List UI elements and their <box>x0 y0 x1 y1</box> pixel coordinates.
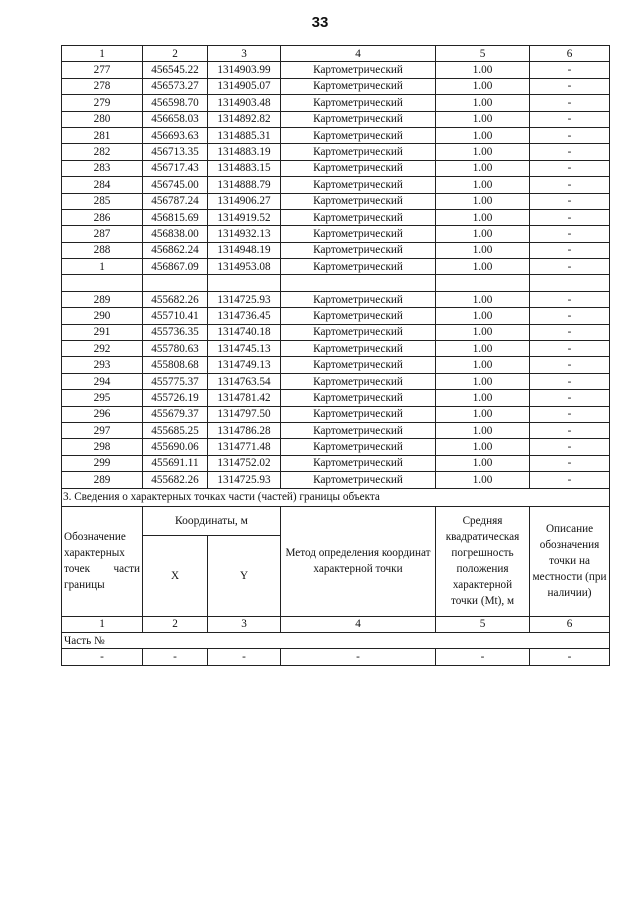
table-cell: 1.00 <box>436 242 530 258</box>
column-number: 4 <box>281 46 436 62</box>
table-row <box>62 193 610 209</box>
table-cell: 1.00 <box>436 390 530 406</box>
column-number: 1 <box>62 46 143 62</box>
table-row <box>62 242 610 258</box>
table-cell: Картометрический <box>281 439 436 455</box>
table-cell: 456787.24 <box>143 193 208 209</box>
empty-data-row <box>62 649 610 665</box>
table-cell: 1314763.54 <box>208 373 281 389</box>
table-cell: - <box>530 160 610 176</box>
table-cell: - <box>530 455 610 471</box>
table-cell: 277 <box>62 62 143 78</box>
column-number: 2 <box>143 616 208 632</box>
page-number: 33 <box>311 14 329 31</box>
table-cell: - <box>530 144 610 160</box>
table-cell: - <box>530 357 610 373</box>
empty-cell <box>62 275 143 291</box>
table-cell: Картометрический <box>281 357 436 373</box>
table-cell: - <box>530 472 610 488</box>
table-cell: - <box>530 439 610 455</box>
table-cell: 1 <box>62 259 143 275</box>
table-cell: Картометрический <box>281 422 436 438</box>
column-number-row <box>62 46 610 62</box>
table-cell: 1314905.07 <box>208 78 281 94</box>
table-cell: 1314883.15 <box>208 160 281 176</box>
table-cell: Картометрический <box>281 193 436 209</box>
table-row <box>62 324 610 340</box>
table-cell: 455780.63 <box>143 341 208 357</box>
table-cell: - <box>530 373 610 389</box>
table-cell: - <box>530 291 610 307</box>
table-cell: 282 <box>62 144 143 160</box>
column-number: 2 <box>143 46 208 62</box>
table-cell: 1314919.52 <box>208 209 281 225</box>
table-row <box>62 291 610 307</box>
empty-cell <box>436 275 530 291</box>
column-number: 4 <box>281 616 436 632</box>
table-cell: 1314892.82 <box>208 111 281 127</box>
method-header: Метод определения координат характерной точки <box>281 506 436 616</box>
table-cell: 1314745.13 <box>208 341 281 357</box>
table-row <box>62 455 610 471</box>
table-cell: 1314903.48 <box>208 95 281 111</box>
table-cell: 1.00 <box>436 357 530 373</box>
table-cell: 288 <box>62 242 143 258</box>
table-cell: - <box>530 95 610 111</box>
table-cell: 1.00 <box>436 95 530 111</box>
table-cell: 280 <box>62 111 143 127</box>
table-cell: 1.00 <box>436 78 530 94</box>
table-row <box>62 472 610 488</box>
empty-cell <box>208 275 281 291</box>
table-cell: 1314885.31 <box>208 127 281 143</box>
table-cell: - <box>281 649 436 665</box>
table-cell: 1314725.93 <box>208 472 281 488</box>
column-number: 3 <box>208 616 281 632</box>
table-cell: - <box>530 259 610 275</box>
section-column-number-row <box>62 616 610 632</box>
table-cell: 292 <box>62 341 143 357</box>
table-cell: 455808.68 <box>143 357 208 373</box>
table-cell: Картометрический <box>281 78 436 94</box>
column-number: 6 <box>530 46 610 62</box>
table-cell: 1.00 <box>436 373 530 389</box>
table-row <box>62 422 610 438</box>
table-cell: Картометрический <box>281 406 436 422</box>
table-cell: 286 <box>62 209 143 225</box>
table-cell: - <box>530 242 610 258</box>
table-cell: 1314736.45 <box>208 308 281 324</box>
table-cell: 298 <box>62 439 143 455</box>
description-header: Описание обозначения точки на местности (при наличии) <box>530 506 610 616</box>
column-number: 5 <box>436 616 530 632</box>
table-cell: 455736.35 <box>143 324 208 340</box>
table-cell: 1.00 <box>436 472 530 488</box>
table-cell: 456867.09 <box>143 259 208 275</box>
table-cell: Картометрический <box>281 209 436 225</box>
table-cell: - <box>530 209 610 225</box>
table-cell: 1.00 <box>436 209 530 225</box>
table-cell: 455682.26 <box>143 472 208 488</box>
table-cell: - <box>143 649 208 665</box>
table-cell: - <box>208 649 281 665</box>
table-cell: 281 <box>62 127 143 143</box>
table-row <box>62 62 610 78</box>
table-cell: Картометрический <box>281 390 436 406</box>
table-cell: 1.00 <box>436 111 530 127</box>
table-cell: 456838.00 <box>143 226 208 242</box>
table-cell: 293 <box>62 357 143 373</box>
column-number: 1 <box>62 616 143 632</box>
table-row <box>62 357 610 373</box>
table-cell: 455775.37 <box>143 373 208 389</box>
table-cell: 295 <box>62 390 143 406</box>
table-cell: Картометрический <box>281 259 436 275</box>
section-header-row <box>62 506 610 535</box>
table-cell: 297 <box>62 422 143 438</box>
table-cell: - <box>530 177 610 193</box>
table-cell: 284 <box>62 177 143 193</box>
table-cell: 1.00 <box>436 127 530 143</box>
table-cell: - <box>530 649 610 665</box>
table-cell: 1314953.08 <box>208 259 281 275</box>
column-number: 6 <box>530 616 610 632</box>
table-cell: 1.00 <box>436 193 530 209</box>
table-cell: 1.00 <box>436 324 530 340</box>
table-row <box>62 78 610 94</box>
column-number: 5 <box>436 46 530 62</box>
part-label: Часть № <box>62 632 610 648</box>
table-cell: 456545.22 <box>143 62 208 78</box>
table-cell: 456745.00 <box>143 177 208 193</box>
table-cell: 455710.41 <box>143 308 208 324</box>
table-cell: 456693.63 <box>143 127 208 143</box>
table-cell: 1.00 <box>436 160 530 176</box>
table-cell: 455685.25 <box>143 422 208 438</box>
table-cell: 456658.03 <box>143 111 208 127</box>
empty-cell <box>281 275 436 291</box>
table-cell: 1314903.99 <box>208 62 281 78</box>
table-cell: 1.00 <box>436 291 530 307</box>
table-cell: 1.00 <box>436 226 530 242</box>
table-cell: 299 <box>62 455 143 471</box>
table-cell: Картометрический <box>281 127 436 143</box>
table-cell: 1314883.19 <box>208 144 281 160</box>
table-cell: 1314725.93 <box>208 291 281 307</box>
table-cell: - <box>530 406 610 422</box>
table-cell: 283 <box>62 160 143 176</box>
table-cell: 1314752.02 <box>208 455 281 471</box>
table-cell: Картометрический <box>281 472 436 488</box>
table-row <box>62 390 610 406</box>
table-row <box>62 226 610 242</box>
table-row <box>62 144 610 160</box>
table-cell: 1.00 <box>436 422 530 438</box>
table-cell: 456598.70 <box>143 95 208 111</box>
table-cell: - <box>530 422 610 438</box>
table-row <box>62 95 610 111</box>
empty-cell <box>530 275 610 291</box>
table-row <box>62 209 610 225</box>
table-cell: - <box>530 111 610 127</box>
table-cell: Картометрический <box>281 341 436 357</box>
table-cell: Картометрический <box>281 308 436 324</box>
table-cell: Картометрический <box>281 144 436 160</box>
table-cell: 1314797.50 <box>208 406 281 422</box>
y-header: Y <box>208 535 281 616</box>
table-cell: - <box>530 193 610 209</box>
table-cell: - <box>530 78 610 94</box>
table-body <box>62 46 610 666</box>
table-cell: 455726.19 <box>143 390 208 406</box>
table-row <box>62 259 610 275</box>
table-row <box>62 160 610 176</box>
table-cell: Картометрический <box>281 62 436 78</box>
table-cell: 289 <box>62 291 143 307</box>
section-title: 3. Сведения о характерных точках части (частей) границы объекта <box>62 488 610 506</box>
table-cell: 456815.69 <box>143 209 208 225</box>
table-row <box>62 373 610 389</box>
table-cell: 1.00 <box>436 62 530 78</box>
table-cell: 1.00 <box>436 455 530 471</box>
table-row <box>62 308 610 324</box>
part-row <box>62 632 610 648</box>
table-cell: 296 <box>62 406 143 422</box>
table-cell: 1.00 <box>436 259 530 275</box>
table-cell: - <box>530 390 610 406</box>
table-cell: Картометрический <box>281 111 436 127</box>
empty-cell <box>143 275 208 291</box>
coordinates-table <box>61 45 610 666</box>
table-cell: Картометрический <box>281 177 436 193</box>
table-cell: 455682.26 <box>143 291 208 307</box>
table-cell: 456713.35 <box>143 144 208 160</box>
table-row <box>62 177 610 193</box>
table-cell: Картометрический <box>281 226 436 242</box>
table-cell: 1314749.13 <box>208 357 281 373</box>
blank-separator-row <box>62 275 610 291</box>
error-header: Средняя квадратическая погрешность положения характерной точки (Mt), м <box>436 506 530 616</box>
table-cell: Картометрический <box>281 242 436 258</box>
column-number: 3 <box>208 46 281 62</box>
table-cell: 279 <box>62 95 143 111</box>
table-row <box>62 406 610 422</box>
table-cell: - <box>530 62 610 78</box>
table-cell: Картометрический <box>281 373 436 389</box>
table-cell: Картометрический <box>281 95 436 111</box>
table-row <box>62 111 610 127</box>
x-header: X <box>143 535 208 616</box>
table-cell: 1.00 <box>436 177 530 193</box>
table-cell: 456717.43 <box>143 160 208 176</box>
table-cell: Картометрический <box>281 291 436 307</box>
table-cell: 1314888.79 <box>208 177 281 193</box>
table-cell: 1314786.28 <box>208 422 281 438</box>
table-cell: 289 <box>62 472 143 488</box>
table-cell: 294 <box>62 373 143 389</box>
table-cell: 1.00 <box>436 308 530 324</box>
coordinates-header: Координаты, м <box>143 506 281 535</box>
table-cell: 1314771.48 <box>208 439 281 455</box>
table-cell: 456862.24 <box>143 242 208 258</box>
table-cell: Картометрический <box>281 455 436 471</box>
table-cell: Картометрический <box>281 160 436 176</box>
table-cell: 290 <box>62 308 143 324</box>
table-cell: 1314740.18 <box>208 324 281 340</box>
point-designation-header: Обозначение характерных точек части границы <box>62 506 143 616</box>
section-title-row <box>62 488 610 506</box>
table-cell: 1314781.42 <box>208 390 281 406</box>
table-row <box>62 127 610 143</box>
table-cell: - <box>530 341 610 357</box>
table-cell: 455679.37 <box>143 406 208 422</box>
table-cell: 285 <box>62 193 143 209</box>
table-cell: - <box>436 649 530 665</box>
table-cell: Картометрический <box>281 324 436 340</box>
table-cell: 455691.11 <box>143 455 208 471</box>
table-cell: - <box>62 649 143 665</box>
table-cell: - <box>530 127 610 143</box>
table-cell: 278 <box>62 78 143 94</box>
table-cell: 455690.06 <box>143 439 208 455</box>
table-cell: - <box>530 308 610 324</box>
table-cell: 1.00 <box>436 439 530 455</box>
table-row <box>62 439 610 455</box>
table-cell: 1314948.19 <box>208 242 281 258</box>
table-cell: 456573.27 <box>143 78 208 94</box>
table-cell: 1314932.13 <box>208 226 281 242</box>
table-cell: - <box>530 324 610 340</box>
table-cell: 291 <box>62 324 143 340</box>
table-cell: - <box>530 226 610 242</box>
table-cell: 1314906.27 <box>208 193 281 209</box>
table-cell: 1.00 <box>436 341 530 357</box>
table-cell: 287 <box>62 226 143 242</box>
table-cell: 1.00 <box>436 406 530 422</box>
table-row <box>62 341 610 357</box>
table-cell: 1.00 <box>436 144 530 160</box>
